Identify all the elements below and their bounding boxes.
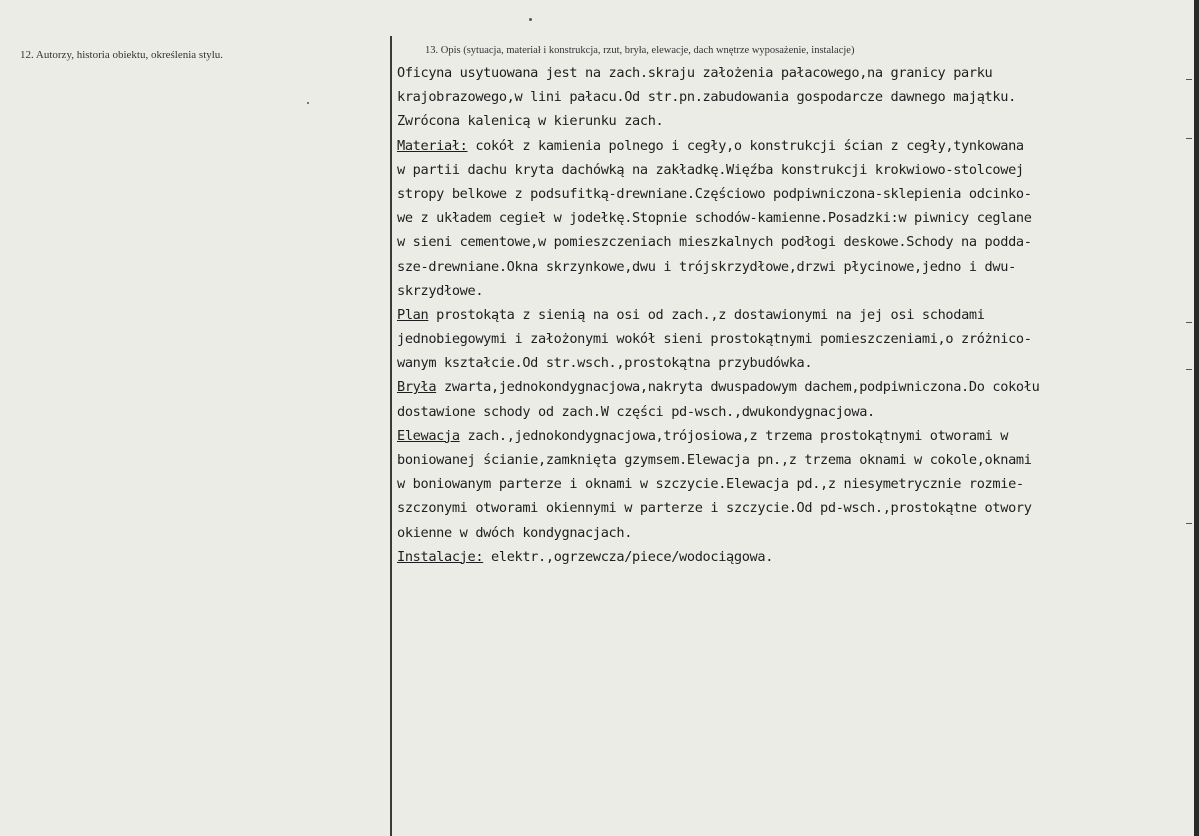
text-line: stropy belkowe z podsufitką-drewniane.Częściowo podpiwniczona-sklepienia odcinko- [397,185,1032,202]
text-line: krajobrazowego,w lini pałacu.Od str.pn.zabudowania gospodarcze dawnego majątku. [397,89,1016,106]
section-label-material: Materiał: [397,137,468,154]
section-13-heading: 13. Opis (sytuacja, materiał i konstrukcja, rzut, bryła, elewacje, dach wnętrze wyposażenie, instalacje) [425,45,855,56]
text-line: Materiał: cokół z kamienia polnego i cegły,o konstrukcji ścian z cegły,tynkowana [397,137,1024,154]
paper-speck [529,18,532,21]
column-divider [390,36,392,836]
section-label-instalacje: Instalacje: [397,548,484,565]
text-line: Plan prostokąta z sienią na osi od zach.,z dostawionymi na jej osi schodami [397,306,985,323]
paper-speck [307,102,309,104]
text-line: okienne w dwóch kondygnacjach. [397,524,633,541]
text-line: Instalacje: elektr.,ogrzewcza/piece/wodociągowa. [397,548,774,565]
text-line: jednobiegowymi i założonymi wokół sieni prostokątnymi pomieszczeniami,o zróżnico- [397,331,1032,348]
section-12-heading: 12. Autorzy, historia obiektu, określenia stylu. [20,49,224,61]
description-text [397,61,1187,569]
text-line: skrzydłowe. [397,282,484,299]
text-line: szczonymi otworami okiennymi w parterze i szczycie.Od pd-wsch.,prostokątne otwory [397,500,1032,517]
text-line: w partii dachu kryta dachówką na zakładkę.Więźba konstrukcji krokwiowo-stolcowej [397,161,1024,178]
card-edge [1194,0,1199,836]
section-label-elewacja: Elewacja [397,427,460,444]
text-line: dostawione schody od zach.W części pd-wsch.,dwukondygnacjowa. [397,403,875,420]
section-label-plan: Plan [397,306,429,323]
text-line: wanym kształcie.Od str.wsch.,prostokątna przybudówka. [397,355,813,372]
text-line: w boniowanym parterze i oknami w szczycie.Elewacja pd.,z niesymetrycznie rozmie- [397,476,1024,493]
text-line: Bryła zwarta,jednokondygnacjowa,nakryta dwuspadowym dachem,podpiwniczona.Do cokołu [397,379,1040,396]
text-line: sze-drewniane.Okna skrzynkowe,dwu i trójskrzydłowe,drzwi płycinowe,jedno i dwu- [397,258,1016,275]
text-line: Elewacja zach.,jednokondygnacjowa,trójosiowa,z trzema prostokątnymi otworami w [397,427,1009,444]
text-line: Oficyna usytuowana jest na zach.skraju założenia pałacowego,na granicy parku [397,65,993,81]
text-line: Zwrócona kalenicą w kierunku zach. [397,113,664,130]
text-line: w sieni cementowe,w pomieszczeniach mieszkalnych podłogi deskowe.Schody na podda- [397,234,1032,251]
section-label-bryla: Bryła [397,379,437,396]
text-line: boniowanej ścianie,zamknięta gzymsem.Elewacja pn.,z trzema oknami w cokole,oknami [397,452,1032,468]
text-line: we z układem cegieł w jodełkę.Stopnie schodów-kamienne.Posadzki:w piwnicy ceglane [397,210,1032,227]
